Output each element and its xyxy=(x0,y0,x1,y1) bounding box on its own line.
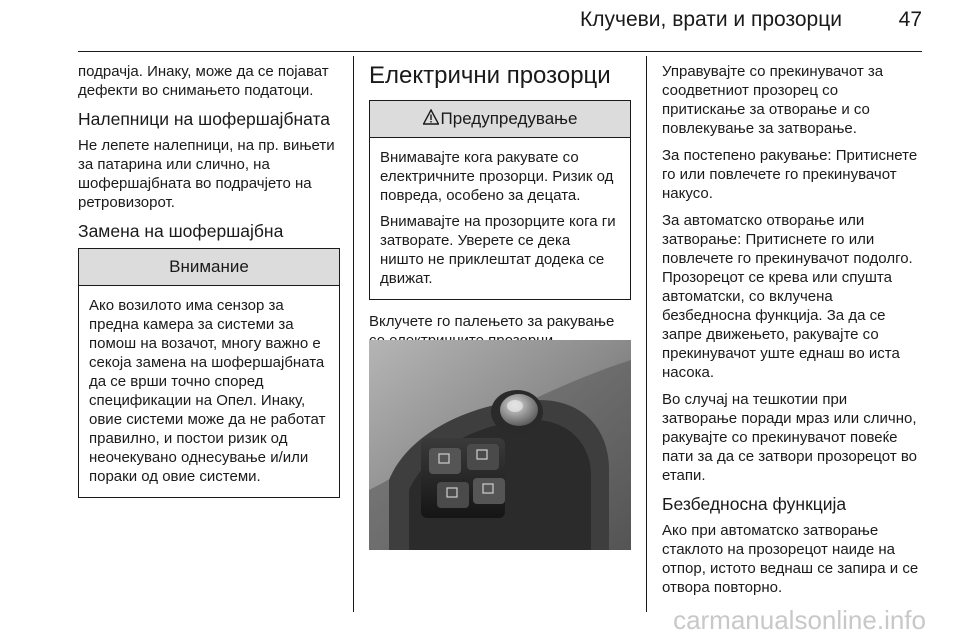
header-divider xyxy=(78,51,922,52)
section-text-stickers: Не лепете налепници, на пр. вињети за патарина или слично, на шофершајбната во подрачјето на ретровизорот. xyxy=(78,137,335,211)
section-heading-windscreen-replacement: Замена на шофершајбна xyxy=(78,221,284,241)
ignition-text: Вклучете го палењето за ракување xyxy=(369,313,615,330)
column-divider-2 xyxy=(646,56,647,612)
gradual-operation-text: За постепено ракување: Притиснете го или повлечете го прекинувачот накусо. xyxy=(662,147,918,202)
warning-box-body xyxy=(370,138,630,299)
power-window-switch-photo xyxy=(369,340,631,550)
warning-box xyxy=(369,100,631,300)
notice-box-title: Внимание xyxy=(79,249,339,286)
photo-illustration xyxy=(369,340,631,550)
notice-box xyxy=(78,248,340,498)
frost-difficulty-text: Во случај на тешкотии при затворање поради мраз или слично, ракувајте со прекинувачот повеќе пати за да се затвори прозорецот во етапи. xyxy=(662,391,917,484)
column-middle xyxy=(369,62,631,358)
warning-text-1: Внимавајте кога ракувате со електричните прозорци. Ризик од повреда, особено за децата. xyxy=(380,149,614,204)
section-heading-power-windows: Електрични прозорци xyxy=(369,62,611,89)
safety-function-text: Ако при автоматско затворање стаклото на прозорецот наиде на отпор, истото веднаш се запира и се отвора повторно. xyxy=(662,522,919,596)
watermark: carmanualsonline.info xyxy=(673,605,926,635)
intro-text: подрачја. Инаку, може да се појават дефекти во снимањето податоци. xyxy=(78,63,329,99)
operation-text: Управувајте со прекинувачот за соодветниот прозорец со притискање за отворање и со повлекување за затворање. xyxy=(662,63,884,137)
warning-triangle-icon xyxy=(423,109,439,125)
column-right xyxy=(662,62,924,605)
automatic-operation-text: За автоматско отворање или затворање: Притиснете го или повлечете го прекинувачот подолго. Прозорецот се крева или спушта автоматски, со вклучена безбедносна функција. За да се запре движењето, ракувајте со прекинувачот уште еднаш во иста насока. xyxy=(662,212,913,381)
column-divider-1 xyxy=(353,56,354,612)
section-heading-stickers: Налепници на шофершајбната xyxy=(78,109,331,129)
page-number: 47 xyxy=(898,8,922,31)
header-title: Клучеви, врати и прозорци xyxy=(580,8,842,31)
warning-text-2: Внимавајте на прозорците кога ги затворате. Уверете се дека ништо не приклештат додека се движат. xyxy=(380,213,616,287)
notice-box-text: Ако возилото има сензор за предна камера за системи за помош на возачот, многу важно е секоја замена на шофершајбната да се врши точно според спецификации на Опел. Инаку, овие системи може да не работат правилно, и постои ризик од неочекувано однесување и/или пораки од овие системи. xyxy=(89,297,326,485)
column-left xyxy=(78,62,340,498)
warning-box-title: Предупредување xyxy=(440,109,578,128)
notice-box-body xyxy=(79,286,339,497)
warning-box-header xyxy=(370,101,630,138)
section-heading-safety-function: Безбедносна функција xyxy=(662,494,847,514)
